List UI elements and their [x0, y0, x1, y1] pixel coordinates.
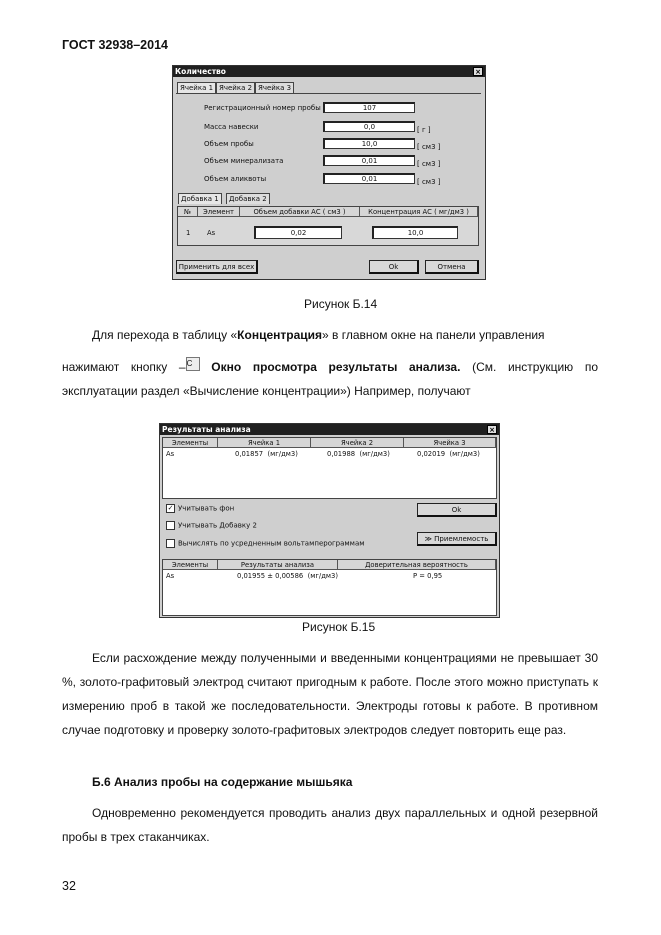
results-header-cell2: Ячейка 2 [311, 438, 404, 448]
summary-results-grid [162, 559, 497, 616]
grid-cell-element: As [207, 229, 216, 237]
results-row-c1 [235, 450, 298, 458]
results-dialog-titlebar [160, 424, 499, 435]
reg-number-field[interactable]: 107 [323, 102, 415, 113]
grid-header-element: Элемент [198, 207, 240, 217]
checkbox-box [166, 521, 175, 530]
tab-addition-2[interactable]: Добавка 2 [226, 193, 270, 204]
summary-row-probability: P = 0,95 [413, 572, 443, 580]
summary-row-result [237, 572, 338, 580]
unit-cm3-volume: [ см3 ] [417, 143, 441, 151]
double-chevron-down-icon: ≫ [424, 535, 432, 543]
tab-cell-3[interactable]: Ячейка 3 [255, 82, 294, 93]
para1-bold-concentration: Концентрация [237, 328, 323, 342]
results-dialog [159, 423, 500, 618]
checkbox-background[interactable] [166, 504, 234, 513]
grid-header-volume: Объем добавки АС ( см3 ) [240, 207, 360, 217]
summary-header-results: Результаты анализа [218, 560, 338, 570]
mineralizate-volume-field[interactable]: 0,01 [323, 155, 415, 166]
paragraph-navigation [62, 323, 598, 347]
summary-header-confidence: Доверительная вероятность [338, 560, 496, 570]
results-ok-button[interactable]: Ok [417, 503, 497, 517]
checkbox-averaged[interactable] [166, 539, 365, 548]
results-window-button-icon: C [186, 357, 200, 371]
unit-cm3-aliquot: [ см3 ] [417, 178, 441, 186]
quantity-dialog [172, 65, 486, 280]
results-header-cell1: Ячейка 1 [218, 438, 311, 448]
section-heading-b6: Б.6 Анализ пробы на содержание мышьяка [92, 775, 353, 789]
paragraph-parallel-samples: Одновременно рекомендуется проводить анализ двух параллельных и одной резервной пробы в трех стаканчиках. [62, 806, 598, 844]
quantity-dialog-title: Количество [175, 67, 226, 76]
field-label-mineralizate: Объем минерализата [204, 157, 284, 165]
unit-cm3-mineralizate: [ см3 ] [417, 160, 441, 168]
results-header-elements: Элементы [163, 438, 218, 448]
document-header: ГОСТ 32938–2014 [62, 38, 168, 52]
sample-mass-field[interactable]: 0,0 [323, 121, 415, 132]
para1-bold-results-window: Окно просмотра результаты анализа. [211, 360, 461, 374]
tab-addition-1[interactable]: Добавка 1 [178, 193, 222, 204]
results-unit-cell2: (мг/дм3) [359, 450, 390, 458]
checkbox-box [166, 539, 175, 548]
para1-line1-post: » в главном окне на панели управления [322, 328, 545, 342]
summary-row-element: As [166, 572, 175, 580]
results-row-c2 [327, 450, 390, 458]
ok-button[interactable]: Ok [369, 260, 419, 274]
results-unit-cell1: (мг/дм3) [267, 450, 298, 458]
check-icon: ✓ [167, 504, 174, 512]
acceptability-button[interactable] [417, 532, 497, 546]
close-icon[interactable]: × [473, 67, 483, 76]
page-number: 32 [62, 879, 76, 893]
checkbox-background-label: Учитывать фон [178, 504, 235, 513]
results-header-cell3: Ячейка 3 [404, 438, 496, 448]
addition-volume-field[interactable]: 0,02 [254, 226, 342, 239]
summary-header-elements: Элементы [163, 560, 218, 570]
tab-cell-1[interactable]: Ячейка 1 [177, 82, 216, 93]
results-value-cell3: 0,02019 [417, 450, 446, 458]
checkbox-addition2[interactable] [166, 521, 257, 530]
aliquot-volume-field[interactable]: 0,01 [323, 173, 415, 184]
para1-line2-pre: нажимают кнопку – [62, 360, 186, 374]
checkbox-averaged-label: Вычислять по усредненным вольтамперограммам [178, 539, 365, 548]
acceptability-label: Приемлемость [434, 535, 489, 543]
results-unit-cell3: (мг/дм3) [449, 450, 480, 458]
apply-to-all-button[interactable]: Применить для всех [176, 260, 258, 274]
para1-line3: эксплуатации раздел «Вычисление концентрации») Например, получают [62, 384, 471, 398]
addition-concentration-field[interactable]: 10,0 [372, 226, 458, 239]
grid-header-concentration: Концентрация АС ( мг/дм3 ) [360, 207, 478, 217]
cells-results-grid [162, 437, 497, 499]
addition-grid [177, 206, 479, 246]
results-row-c3 [417, 450, 480, 458]
tab-cell-2[interactable]: Ячейка 2 [216, 82, 255, 93]
checkbox-addition2-label: Учитывать Добавку 2 [178, 521, 257, 530]
figure-caption-b15: Рисунок Б.15 [302, 620, 376, 634]
results-dialog-title: Результаты анализа [162, 425, 251, 434]
results-value-cell1: 0,01857 [235, 450, 264, 458]
close-icon[interactable]: × [487, 425, 497, 434]
figure-caption-b14: Рисунок Б.14 [304, 297, 378, 311]
paragraph-deviation: Если расхождение между полученными и введенными концентрациями не превышает 30 %, золото-графитовый электрод считают пригодным к работе. После этого можно приступать к измерению проб в такой же последовательности. Электроды готовы к работе. В противном случае подготовку и проверку золото-графитовых электродов следует повторить еще раз. [62, 651, 598, 737]
results-row-element: As [166, 450, 175, 458]
field-label-reg-number: Регистрационный номер пробы [204, 104, 321, 112]
sample-volume-field[interactable]: 10,0 [323, 138, 415, 149]
unit-grams: [ г ] [417, 126, 431, 134]
grid-header-num: № [178, 207, 198, 217]
paragraph-navigation-line3 [62, 379, 598, 403]
summary-result-value: 0,01955 ± 0,00586 [237, 572, 304, 580]
quantity-dialog-titlebar [173, 66, 485, 77]
tab-panel-border [176, 93, 481, 94]
summary-result-unit: (мг/дм3) [307, 572, 339, 580]
para1-line2-post: (См. инструкцию по [460, 360, 598, 374]
paragraph-navigation-line2 [62, 355, 598, 379]
field-label-aliquot: Объем аликвоты [204, 175, 267, 183]
grid-cell-num: 1 [186, 229, 191, 237]
cancel-button[interactable]: Отмена [425, 260, 479, 274]
results-value-cell2: 0,01988 [327, 450, 356, 458]
para1-line1-pre: Для перехода в таблицу « [92, 328, 238, 342]
field-label-sample-volume: Объем пробы [204, 140, 254, 148]
field-label-sample-mass: Масса навески [204, 123, 259, 131]
